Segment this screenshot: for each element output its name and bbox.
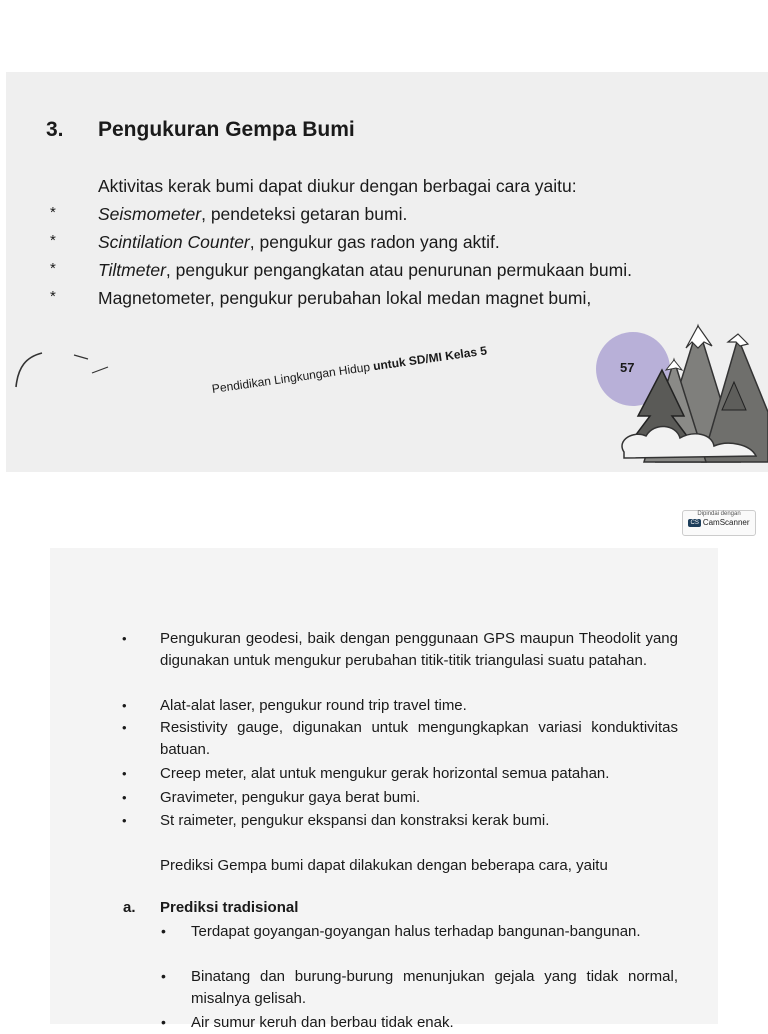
bullet-dot: •	[161, 968, 166, 984]
term: Seismometer	[98, 204, 202, 224]
list-item	[122, 787, 678, 809]
bullet-text: Alat-alat laser, pengukur round trip travel time.	[160, 697, 467, 714]
camscanner-logo-icon: CS	[690, 519, 699, 526]
scanner-name: CamScanner	[702, 518, 750, 527]
asterisk-bullet: *	[50, 232, 56, 249]
list-item	[122, 628, 678, 672]
pencil-mark-decoration	[8, 345, 118, 395]
bullet-dot: •	[122, 631, 127, 646]
description: , pengukur gas radon yang aktif.	[249, 232, 500, 252]
sub-bullet-text: Terdapat goyangan-goyangan halus terhadap bangunan-bangunan.	[191, 923, 641, 940]
list-item	[122, 717, 678, 761]
section-a-title: Prediksi tradisional	[160, 899, 299, 916]
intro-text: Aktivitas kerak bumi dapat diukur dengan berbagai cara yaitu:	[98, 176, 577, 196]
bullet-dot: •	[122, 790, 127, 805]
section-heading	[46, 118, 355, 142]
bullet-text: Creep meter, alat untuk mengukur gerak horizontal semua patahan.	[160, 765, 610, 782]
bullet-dot: •	[161, 1014, 166, 1030]
term: Scintilation Counter	[98, 232, 250, 252]
section-number: 3.	[46, 118, 64, 141]
sub-bullet-text: Air sumur keruh dan berbau tidak enak.	[191, 1014, 454, 1031]
list-item	[122, 810, 678, 832]
bullet-text: Gravimeter, pengukur gaya berat bumi.	[160, 789, 421, 806]
bullet-dot: •	[122, 766, 127, 781]
bullet-dot: •	[122, 813, 127, 828]
asterisk-bullet: *	[50, 288, 56, 305]
section-a-label: a.	[123, 899, 136, 916]
sub-bullet-text: Binatang dan burung-burung menunjukan gejala yang tidak normal, misalnya gelisah.	[191, 968, 678, 1007]
description: , pendeteksi getaran bumi.	[201, 204, 408, 224]
bullet-dot: •	[122, 720, 127, 735]
description: Magnetometer, pengukur perubahan lokal medan magnet bumi,	[98, 288, 592, 308]
bullet-text: Pengukuran geodesi, baik dengan penggunaan GPS maupun Theodolit yang digunakan untuk mengukur perubahan titik-titik triangulasi suatu patahan.	[160, 630, 678, 669]
mountain-illustration	[610, 312, 768, 468]
term: Tiltmeter	[98, 260, 166, 280]
bullet-dot: •	[122, 698, 127, 713]
description: , pengukur pengangkatan atau penurunan permukaan bumi.	[165, 260, 632, 280]
prediction-intro: Prediksi Gempa bumi dapat dilakukan dengan beberapa cara, yaitu	[160, 857, 608, 874]
bullet-text: Resistivity gauge, digunakan untuk mengungkapkan variasi konduktivitas batuan.	[160, 719, 678, 758]
list-item	[161, 966, 678, 1010]
list-item	[122, 763, 678, 785]
list-item	[161, 1012, 678, 1034]
asterisk-bullet: *	[50, 204, 56, 221]
section-title: Pengukuran Gempa Bumi	[98, 118, 355, 141]
camscanner-watermark	[682, 510, 756, 536]
footer-grade: untuk SD/MI Kelas 5	[372, 343, 488, 374]
bullet-text: St raimeter, pengukur ekspansi dan konstraksi kerak bumi.	[160, 812, 550, 829]
bullet-dot: •	[161, 923, 166, 939]
asterisk-bullet: *	[50, 260, 56, 277]
list-item	[122, 695, 678, 717]
list-item	[161, 921, 678, 943]
section-a-heading	[123, 899, 299, 916]
scanned-page-bottom	[50, 548, 718, 1024]
footer-text: Pendidikan Lingkungan Hidup	[211, 359, 371, 396]
scanner-caption: Dipindai dengan	[697, 511, 741, 517]
page-number: 57	[620, 360, 635, 375]
